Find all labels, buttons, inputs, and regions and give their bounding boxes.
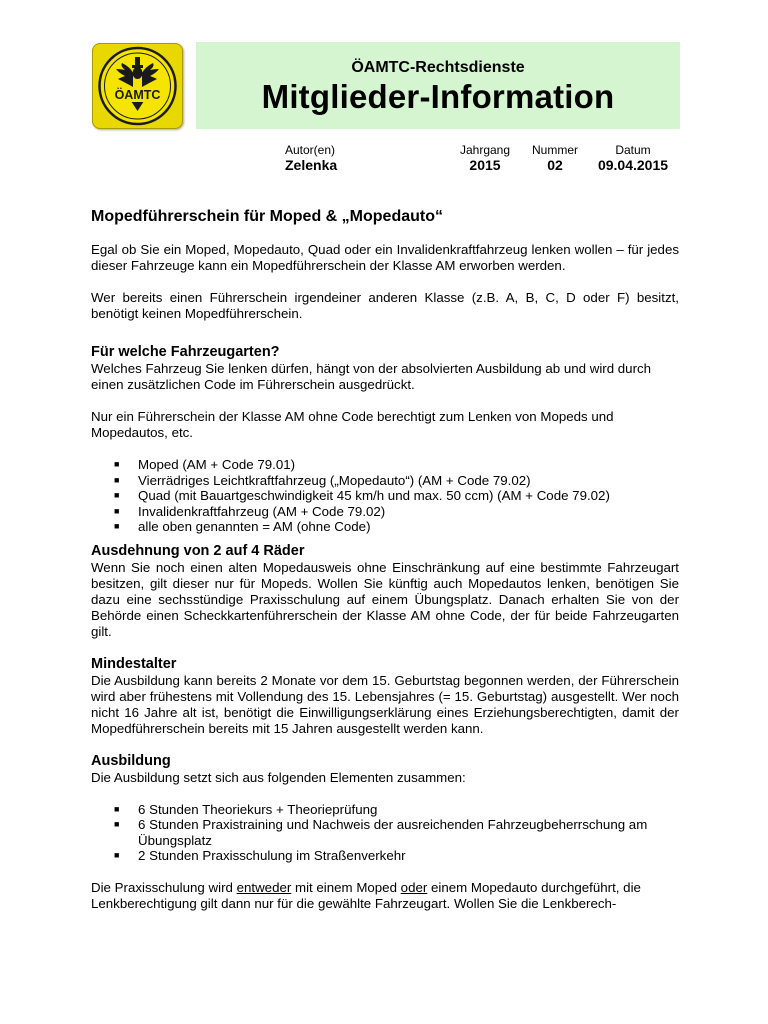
list-item [91,457,679,473]
underlined-word-either: entweder [236,879,292,895]
section-heading-training: Ausbildung [91,752,171,769]
meta-number [526,143,584,173]
training-list [91,802,679,864]
list-item-text: 6 Stunden Praxistraining und Nachweis der ausreichenden Fahrzeugbeherrschung am Übungsplatz [138,817,648,848]
list-item-text: Invalidenkraftfahrzeug (AM + Code 79.02) [138,503,386,519]
meta-author [285,143,337,173]
section-heading-extension: Ausdehnung von 2 auf 4 Räder [91,542,305,559]
training-text-after: einem Mopedauto durchgeführt, die Lenkberechtigung gilt dann nur für die gewählte Fahrzeugart. Wollen Sie die Lenkberech- [91,879,641,911]
bullet-icon: ■ [114,850,120,860]
training-paragraph-2 [91,880,679,912]
list-item [91,488,679,504]
extension-paragraph: Wenn Sie noch einen alten Mopedausweis ohne Einschränkung auf eine bestimmte Fahrzeugart besitzen, gilt dieser nur für Mopeds. Wollen Sie künftig auch Mopedautos lenken, benötigen Sie dazu eine sechsstündige Praxisschulung auf einem Übungsplatz. Danach erhalten Sie von der Behörde einen Scheckkartenführerschein der Klasse AM ohne Code, der für beide Fahrzeugarten gilt. [91,559,679,639]
list-item [91,848,679,864]
document-title: Mopedführerschein für Moped & „Mopedauto“ [91,208,443,225]
list-item [91,473,679,489]
bullet-icon: ■ [114,505,120,516]
oamtc-logo [92,43,183,129]
list-item-text: Vierrädriges Leichtkraftfahrzeug („Mopedauto“) (AM + Code 79.02) [138,472,531,488]
list-item-text: 6 Stunden Theoriekurs + Theorieprüfung [138,801,378,817]
year-value: 2015 [469,157,501,173]
bullet-icon: ■ [114,490,120,500]
header-banner [196,42,680,129]
vehicles-paragraph-1: Welches Fahrzeug Sie lenken dürfen, hängt von der absolvierten Ausbildung ab und wird durch einen zusätzlichen Code im Führerschein ausgedrückt. [91,361,652,392]
bullet-icon: ■ [114,819,120,829]
date-value: 09.04.2015 [597,157,669,173]
underlined-word-or: oder [400,879,428,895]
training-paragraph-1: Die Ausbildung setzt sich aus folgenden Elementen zusammen: [91,769,466,785]
header-title: Mitglieder-Information [261,78,615,115]
meta-date [590,143,676,173]
document-body [91,208,679,912]
list-item-text: alle oben genannten = AM (ohne Code) [138,519,371,534]
bullet-icon: ■ [114,474,120,485]
bullet-icon: ■ [114,521,120,531]
intro-paragraph-1: Egal ob Sie ein Moped, Mopedauto, Quad oder ein Invalidenkraftfahrzeug lenken wollen – für jedes dieser Fahrzeuge kann ein Mopedführerschein der Klasse AM erworben werden. [91,242,679,273]
min-age-paragraph: Die Ausbildung kann bereits 2 Monate vor dem 15. Geburtstag begonnen werden, der Führerschein wird aber frühestens mit Vollendung des 15. Lebensjahres (= 15. Geburtstag) ausgestellt. Wer noch nicht 16 Jahre alt ist, benötigt die Einwilligungserklärung eines Erziehungsberechtigten, damit der Mopedführerschein bereits mit 15 Jahren ausgestellt werden kann. [91,672,679,736]
list-item [91,504,679,520]
number-label: Nummer [531,143,578,157]
bullet-icon: ■ [114,803,120,814]
date-label: Datum [615,143,651,157]
intro-paragraph-2: Wer bereits einen Führerschein irgendeiner anderen Klasse (z.B. A, B, C, D oder F) besitzt, benötigt keinen Mopedführerschein. [91,290,679,321]
bullet-icon: ■ [114,459,120,469]
training-text-middle: mit einem Moped [291,879,401,895]
header-subtitle: ÖAMTC-Rechtsdienste [351,59,525,76]
number-value: 02 [547,157,563,173]
list-item-text: Moped (AM + Code 79.01) [138,457,296,472]
list-item [91,519,679,535]
meta-year [455,143,515,173]
list-item [91,802,679,818]
section-heading-min-age: Mindestalter [91,655,177,672]
list-item-text: Quad (mit Bauartgeschwindigkeit 45 km/h und max. 50 ccm) (AM + Code 79.02) [138,488,610,503]
training-text-before: Die Praxisschulung wird [91,879,237,895]
year-label: Jahrgang [459,143,511,157]
vehicles-list [91,457,679,535]
vehicles-paragraph-2: Nur ein Führerschein der Klasse AM ohne Code berechtigt zum Lenken von Mopeds und Mopedautos, etc. [91,409,614,440]
list-item [91,817,679,848]
list-item-text: 2 Stunden Praxisschulung im Straßenverkehr [138,848,406,863]
author-value: Zelenka [285,157,338,173]
logo-text: ÖAMTC [114,88,161,102]
author-label: Autor(en) [285,143,336,157]
section-heading-vehicles: Für welche Fahrzeugarten? [91,344,280,360]
